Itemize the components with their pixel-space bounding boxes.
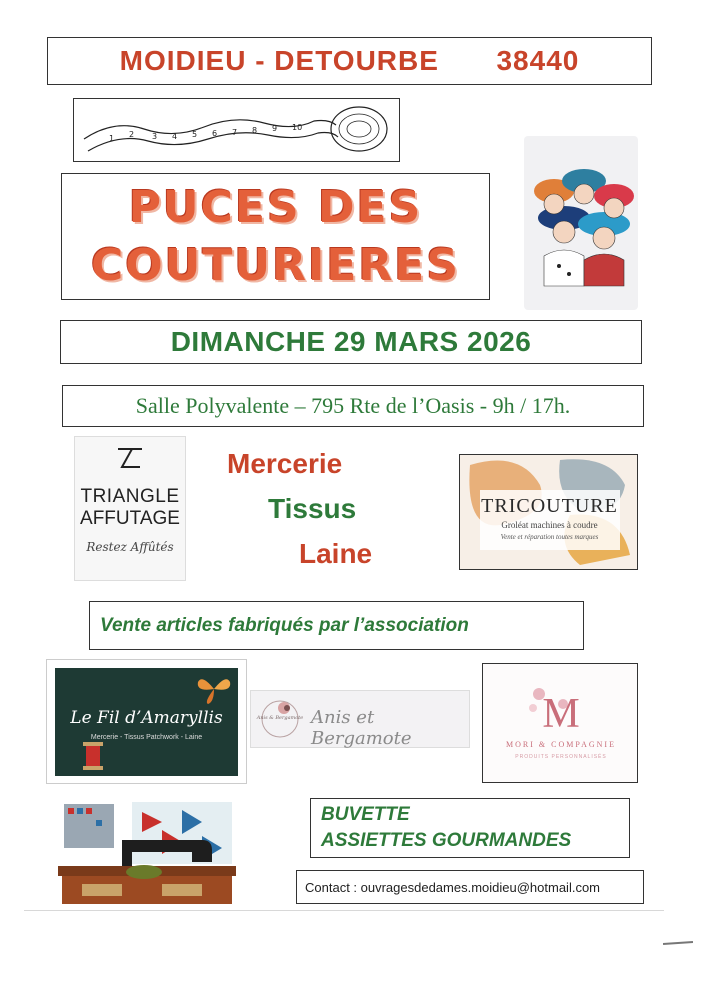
contact-box [296, 870, 644, 904]
mori-name: MORI & COMPAGNIE [506, 740, 616, 749]
tricouture-sub2: Vente et réparation toutes marques [500, 533, 599, 541]
header-title [120, 45, 580, 77]
anis-name: Anis et Bergamote [311, 707, 412, 749]
mori-letter: M [542, 691, 580, 737]
tape-number: 4 [172, 132, 178, 141]
ladies-hats-icon [524, 136, 638, 310]
tricouture-sub: Groléat machines à coudre [501, 520, 598, 530]
buvette-box [310, 798, 630, 858]
association-sale-box [89, 601, 584, 650]
tricouture-name: TRICOUTURE [481, 495, 618, 517]
scan-mark [663, 941, 693, 945]
contact-text: Contact : ouvragesdedames.moidieu@hotmail.com [305, 879, 601, 895]
amaryllis-sub: Mercerie - Tissus Patchwork - Laine [90, 734, 203, 741]
header-box [47, 37, 652, 85]
title-line-1: PUCES DES [128, 181, 423, 233]
measuring-tape-box [73, 98, 400, 162]
mori-sub: PRODUITS PERSONNALISÉS [515, 754, 607, 760]
title-box [61, 173, 490, 300]
measuring-tape-icon [74, 99, 399, 161]
category-tissus: Tissus [268, 493, 357, 524]
tape-number: 2 [129, 130, 135, 139]
triangle-affutage-logo [74, 436, 186, 581]
tape-number: 7 [232, 128, 238, 137]
tape-number: 3 [152, 132, 158, 141]
buvette-line-2: ASSIETTES GOURMANDES [321, 830, 572, 851]
tape-number: 6 [212, 129, 218, 138]
event-date: DIMANCHE 29 MARS 2026 [170, 326, 532, 357]
venue-box [62, 385, 644, 427]
needle-thread-icon [110, 445, 150, 471]
sewing-machine-icon [52, 800, 242, 912]
amaryllis-logo [46, 659, 247, 784]
tape-number: 8 [252, 126, 258, 135]
title-line-2: COUTURIERES [90, 239, 461, 291]
anis-small-label: Anis & Bergamote [256, 715, 304, 721]
butterfly-icon [194, 672, 234, 706]
event-venue: Salle Polyvalente – 795 Rte de l’Oasis - 9h / 17h. [135, 393, 571, 418]
tricouture-logo [459, 454, 638, 570]
anis-bergamote-logo [250, 690, 470, 748]
tape-number: 10 [292, 123, 303, 132]
triangle-tagline: Restez Affûtés [86, 540, 174, 554]
triangle-line-1: TRIANGLE [80, 486, 180, 507]
amaryllis-name: Le Fil d’Amaryllis [70, 708, 223, 728]
sewing-machine-illustration [52, 800, 242, 912]
date-box [60, 320, 642, 364]
tape-number: 5 [192, 130, 198, 139]
buvette-line-1: BUVETTE [321, 804, 410, 825]
triangle-line-2: AFFUTAGE [80, 508, 180, 529]
category-laine: Laine [299, 538, 373, 569]
association-sale-text: Vente articles fabriqués par l’association [100, 614, 469, 636]
tape-number: 1 [109, 134, 115, 143]
header-town: MOIDIEU - DETOURBE [119, 45, 439, 76]
ladies-illustration [524, 136, 638, 310]
thread-spool-icon [79, 740, 107, 772]
tape-number: 9 [272, 124, 278, 133]
header-postcode: 38440 [496, 45, 580, 76]
category-mercerie: Mercerie [227, 448, 343, 479]
bottom-rule [24, 910, 664, 911]
mori-compagnie-logo [482, 663, 638, 783]
